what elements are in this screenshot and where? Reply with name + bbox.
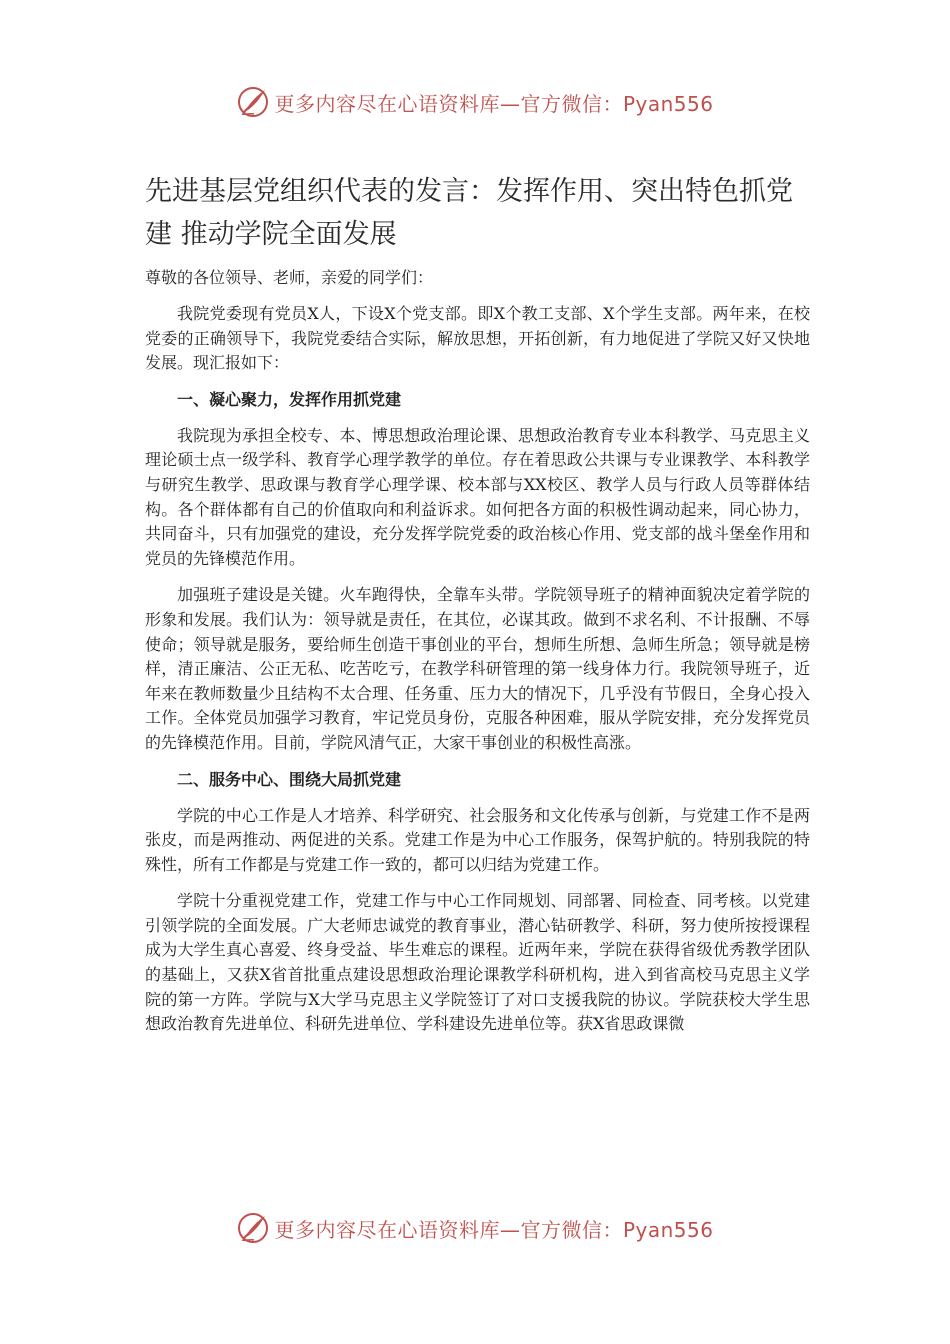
quill-pen-logo-icon xyxy=(236,85,270,119)
banner-text: 更多内容尽在心语资料库—官方微信：Pyan556 xyxy=(274,91,714,116)
section-1-heading: 一、凝心聚力，发挥作用抓党建 xyxy=(177,389,402,409)
document-title: 先进基层党组织代表的发言：发挥作用、突出特色抓党建 推动学院全面发展 xyxy=(145,176,793,250)
document-body xyxy=(145,170,810,1049)
quill-pen-logo-icon xyxy=(236,1211,270,1245)
banner-text: 更多内容尽在心语资料库—官方微信：Pyan556 xyxy=(274,1217,714,1242)
section-2-paragraph-1: 学院的中心工作是人才培养、科学研究、社会服务和文化传承与创新，与党建工作不是两张皮，而是两推动、两促进的关系。党建工作是为中心工作服务，保驾护航的。特别我院的特殊性，所有工作都是与党建工作一致的，都可以归结为党建工作。 xyxy=(145,805,810,874)
section-1-paragraph-1: 我院现为承担全校专、本、博思想政治理论课、思想政治教育专业本科教学、马克思主义理论硕士点一级学科、教育学心理学教学的单位。存在着思政公共课与专业课教学、本科教学与研究生教学、思政课与教育学心理学课、校本部与XX校区、教学人员与行政人员等群体结构。各个群体都有自己的价值取向和利益诉求。如何把各方面的积极性调动起来，同心协力，共同奋斗，只有加强党的建设，充分发挥学院党委的政治核心作用、党支部的战斗堡垒作用和党员的先锋模范作用。 xyxy=(145,425,810,568)
section-2-heading: 二、服务中心、围绕大局抓党建 xyxy=(177,769,402,789)
section-2-paragraph-2: 学院十分重视党建工作，党建工作与中心工作同规划、同部署、同检查、同考核。以党建引领学院的全面发展。广大老师忠诚党的教育事业，潜心钻研教学、科研，努力使所按授课程成为大学生真心喜爱、终身受益、毕生难忘的课程。近两年来，学院在获得省级优秀教学团队的基础上，又获X省首批重点建设思想政治理论课教学科研机构，进入到省高校马克思主义学院的第一方阵。学院与X大学马克思主义学院签订了对口支援我院的协议。学院获校大学生思想政治教育先进单位、科研先进单位、学科建设先进单位等。获X省思政课微 xyxy=(145,891,810,1034)
section-1-paragraph-2: 加强班子建设是关键。火车跑得快，全靠车头带。学院领导班子的精神面貌决定着学院的形象和发展。我们认为：领导就是责任，在其位，必谋其政。做到不求名利、不计报酬、不辱使命；领导就是服务，要给师生创造干事创业的平台，想师生所想、急师生所急；领导就是榜样，清正廉洁、公正无私、吃苦吃亏，在教学科研管理的第一线身体力行。我院领导班子，近年来在教师数量少且结构不太合理、任务重、压力大的情况下，几乎没有节假日，全身心投入工作。全体党员加强学习教育，牢记党员身份，克服各种困难，服从学院安排，充分发挥党员的先锋模范作用。目前，学院风清气正，大家干事创业的积极性高涨。 xyxy=(145,585,810,752)
footer-banner xyxy=(0,1208,950,1248)
header-banner xyxy=(0,82,950,122)
salutation: 尊敬的各位领导、老师，亲爱的同学们： xyxy=(145,268,434,287)
intro-paragraph: 我院党委现有党员X人，下设X个党支部。即X个教工支部、X个学生支部。两年来，在校党委的正确领导下，我院党委结合实际，解放思想，开拓创新，有力地促进了学院又好又快地发展。现汇报如下： xyxy=(145,304,810,373)
